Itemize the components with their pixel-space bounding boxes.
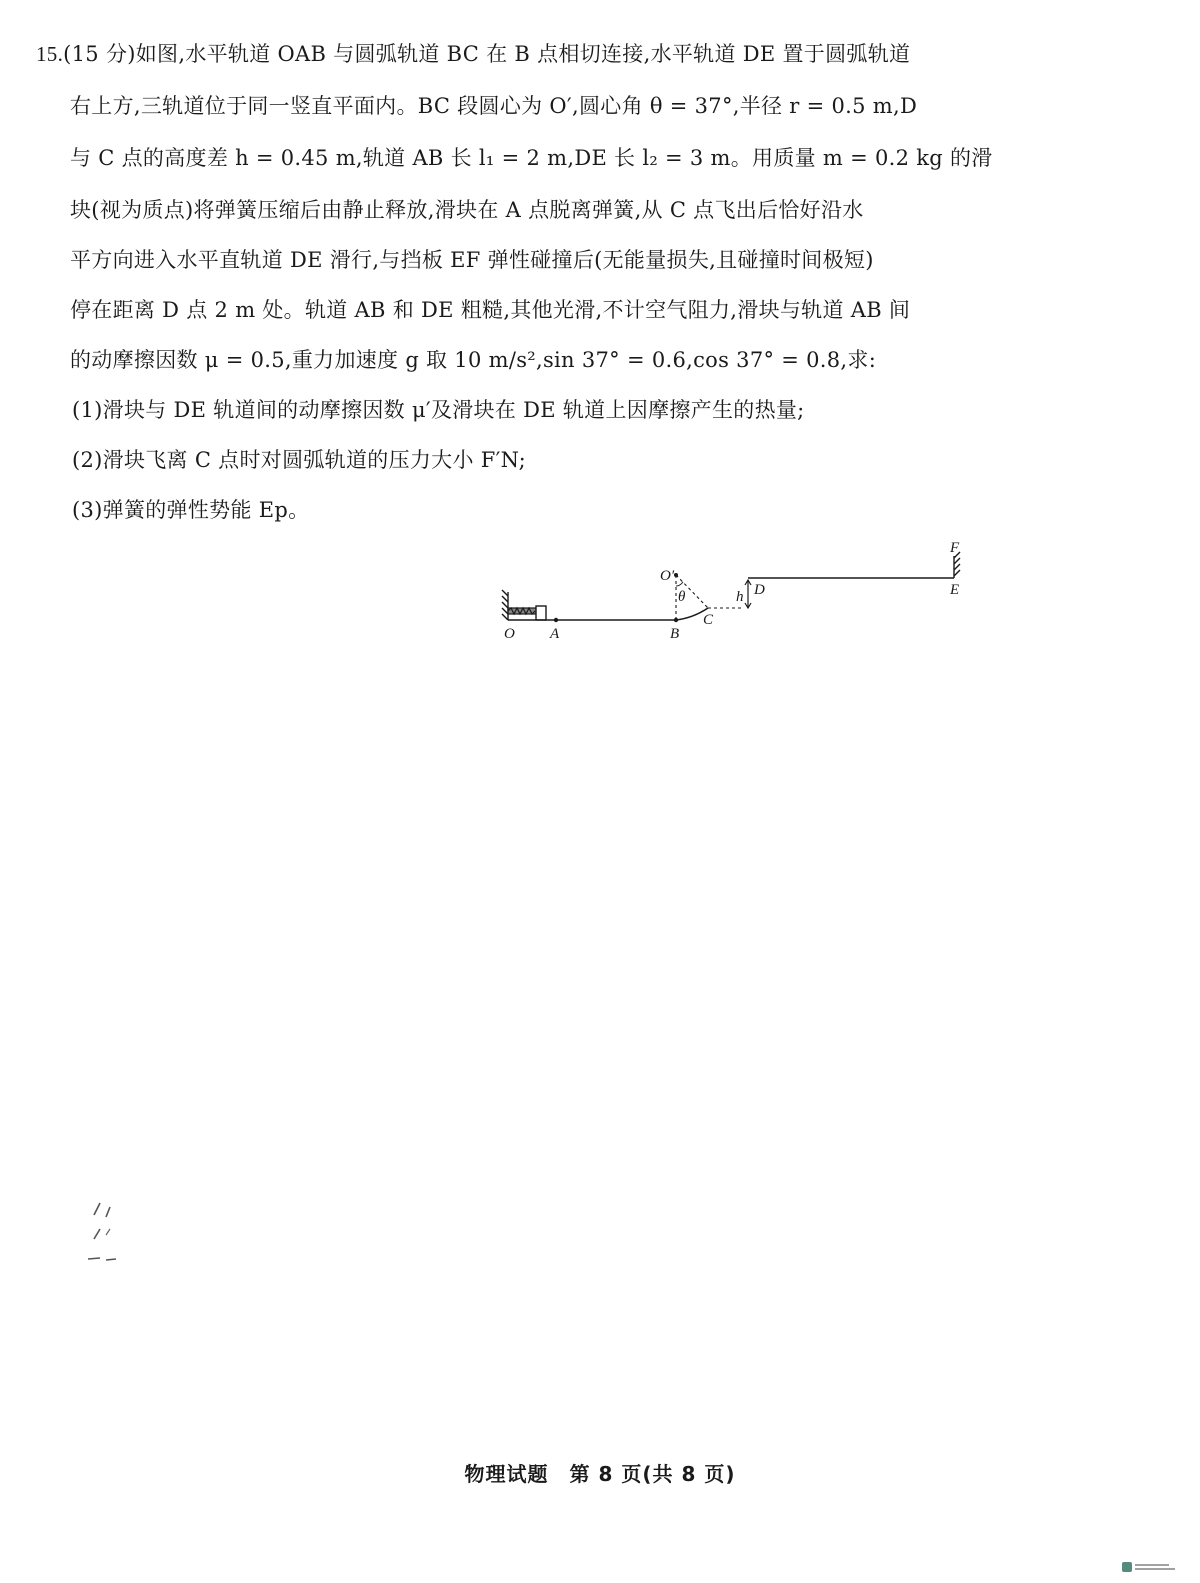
sub-question-3: (3)弹簧的弹性势能 Ep。 (72, 498, 310, 522)
scanner-watermark (1122, 1559, 1178, 1575)
label-o: O (504, 626, 515, 642)
question-line-7: 的动摩擦因数 μ = 0.5,重力加速度 g 取 10 m/s²,sin 37° = 0.6,cos 37° = 0.8,求: (70, 348, 877, 372)
label-e: E (950, 582, 960, 598)
page-footer: 物理试题 第 8 页(共 8 页) (464, 1462, 736, 1486)
label-d: D (754, 582, 765, 598)
question-line-3: 与 C 点的高度差 h = 0.45 m,轨道 AB 长 l₁ = 2 m,DE 长 l₂ = 3 m。用质量 m = 0.2 kg 的滑 (70, 146, 993, 170)
scanner-app-logo-icon (1122, 1562, 1132, 1572)
track-diagram (490, 530, 980, 660)
angle-arc (676, 582, 683, 586)
slider-block (536, 606, 546, 620)
label-o-prime: O′ (660, 568, 675, 584)
label-h: h (736, 589, 744, 605)
question-line-4: 块(视为质点)将弹簧压缩后由静止释放,滑块在 A 点脱离弹簧,从 C 点飞出后恰好沿水 (70, 198, 864, 222)
label-f: F (950, 540, 960, 556)
question-line-6: 停在距离 D 点 2 m 处。轨道 AB 和 DE 粗糙,其他光滑,不计空气阻力,滑块与轨道 AB 间 (70, 298, 911, 322)
label-c: C (703, 612, 714, 628)
spring (508, 608, 536, 614)
point-b (674, 618, 678, 622)
question-line-1 (36, 40, 910, 68)
question-text-line: (15 分)如图,水平轨道 OAB 与圆弧轨道 BC 在 B 点相切连接,水平轨道 DE 置于圆弧轨道 (63, 42, 911, 66)
sub-question-2: (2)滑块飞离 C 点时对圆弧轨道的压力大小 F′N; (72, 448, 526, 472)
left-wall (502, 590, 508, 620)
sub-question-1: (1)滑块与 DE 轨道间的动摩擦因数 μ′及滑块在 DE 轨道上因摩擦产生的热量; (72, 398, 805, 422)
handwritten-mark (80, 1195, 140, 1270)
point-o-prime (674, 573, 678, 577)
question-line-5: 平方向进入水平直轨道 DE 滑行,与挡板 EF 弹性碰撞后(无能量损失,且碰撞时间极短) (70, 248, 874, 272)
label-a: A (550, 626, 560, 642)
label-b: B (670, 626, 680, 642)
point-a (554, 618, 558, 622)
question-line-2: 右上方,三轨道位于同一竖直平面内。BC 段圆心为 O′,圆心角 θ = 37°,半径 r = 0.5 m,D (70, 94, 918, 118)
label-theta: θ (678, 589, 686, 605)
question-number: 15. (36, 42, 64, 66)
